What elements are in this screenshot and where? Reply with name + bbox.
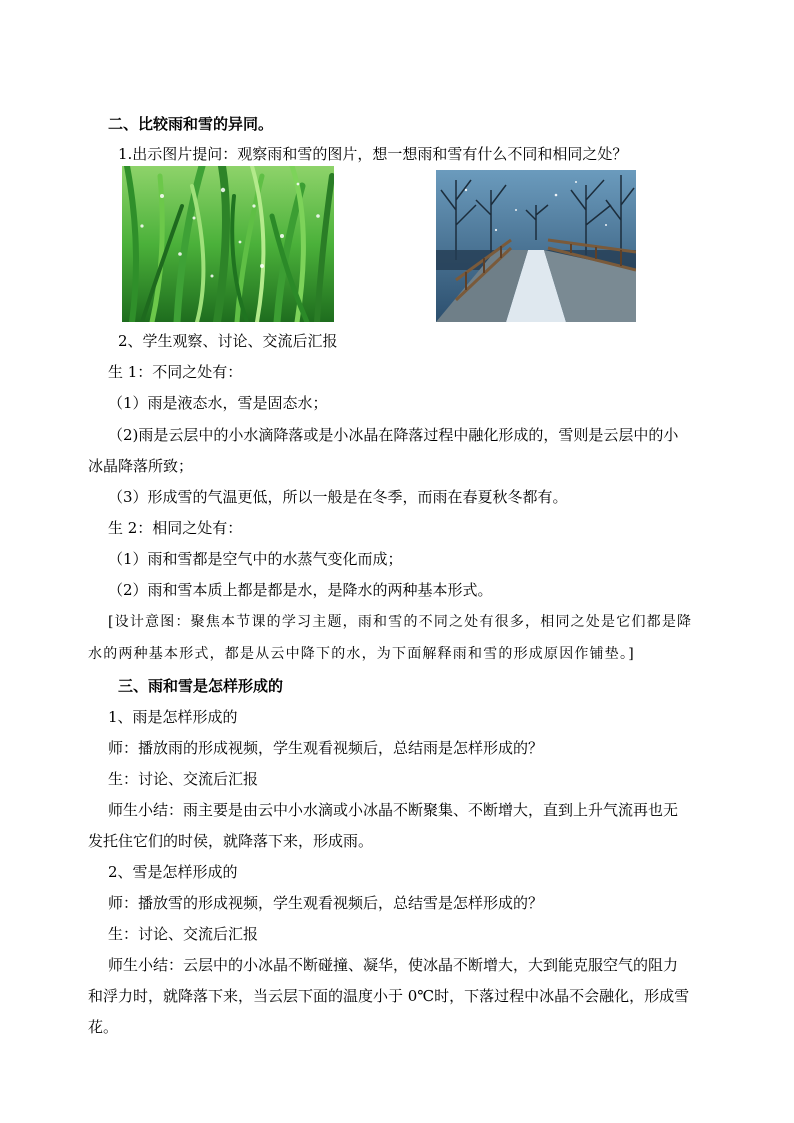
- section-heading-compare: 二、比较雨和雪的异同。: [108, 115, 274, 133]
- difference-3: （3）形成雪的气温更低，所以一般是在冬季，而雨在春夏秋冬都有。: [108, 488, 568, 506]
- snow-bridge-image: [436, 170, 636, 322]
- rain-teacher: 师：播放雨的形成视频，学生观看视频后，总结雨是怎样形成的？: [108, 739, 544, 757]
- common-2: （2）雨和雪本质上都是都是水，是降水的两种基本形式。: [108, 581, 493, 599]
- rain-student: 生：讨论、交流后汇报: [108, 770, 259, 788]
- snow-student: 生：讨论、交流后汇报: [108, 925, 259, 943]
- student-1-title: 生 1：不同之处有：: [108, 363, 243, 381]
- rain-summary-line-1: 师生小结：雨主要是由云中小水滴或小冰晶不断聚集、不断增大，直到上升气流再也无: [108, 801, 679, 819]
- common-1: （1）雨和雪都是空气中的水蒸气变化而成；: [108, 550, 403, 568]
- rain-grass-image: [122, 166, 334, 322]
- snow-teacher: 师：播放雪的形成视频，学生观看视频后，总结雪是怎样形成的？: [108, 894, 544, 912]
- snow-summary-line-1: 师生小结：云层中的小冰晶不断碰撞、凝华，使冰晶不断增大，大到能克服空气的阻力: [108, 956, 679, 974]
- difference-2-line-1: （2)雨是云层中的小水滴降落或是小冰晶在降落过程中融化形成的，雪则是云层中的小: [108, 426, 679, 444]
- student-2-title: 生 2：相同之处有：: [108, 519, 243, 537]
- step-2-label: 2、学生观察、讨论、交流后汇报: [118, 332, 338, 350]
- snow-summary-line-2: 和浮力时，就降落下来，当云层下面的温度小于 0℃时，下落过程中冰晶不会融化，形成雪: [88, 987, 690, 1005]
- rain-summary-line-2: 发托住它们的时侯，就降落下来，形成雨。: [88, 832, 374, 850]
- design-intent-line-2: 水的两种基本形式，都是从云中降下的水，为下面解释雨和雪的形成原因作铺垫。]: [88, 646, 635, 662]
- question-1: 1.出示图片提问：观察雨和雪的图片，想一想雨和雪有什么不同和相同之处？: [118, 145, 628, 163]
- difference-1: （1）雨是液态水，雪是固态水；: [108, 394, 328, 412]
- rain-formation-title: 1、雨是怎样形成的: [108, 708, 238, 726]
- section-heading-formation: 三、雨和雪是怎样形成的: [118, 677, 284, 695]
- design-intent-line-1: [设计意图：聚焦本节课的学习主题，雨和雪的不同之处有很多，相同之处是它们都是降: [108, 614, 693, 630]
- rain-grass-photo: [122, 166, 334, 322]
- snow-bridge-photo: [436, 170, 636, 322]
- snow-formation-title: 2、雪是怎样形成的: [108, 863, 238, 881]
- snow-summary-line-3: 花。: [88, 1018, 119, 1036]
- difference-2-line-2: 冰晶降落所致；: [88, 457, 194, 475]
